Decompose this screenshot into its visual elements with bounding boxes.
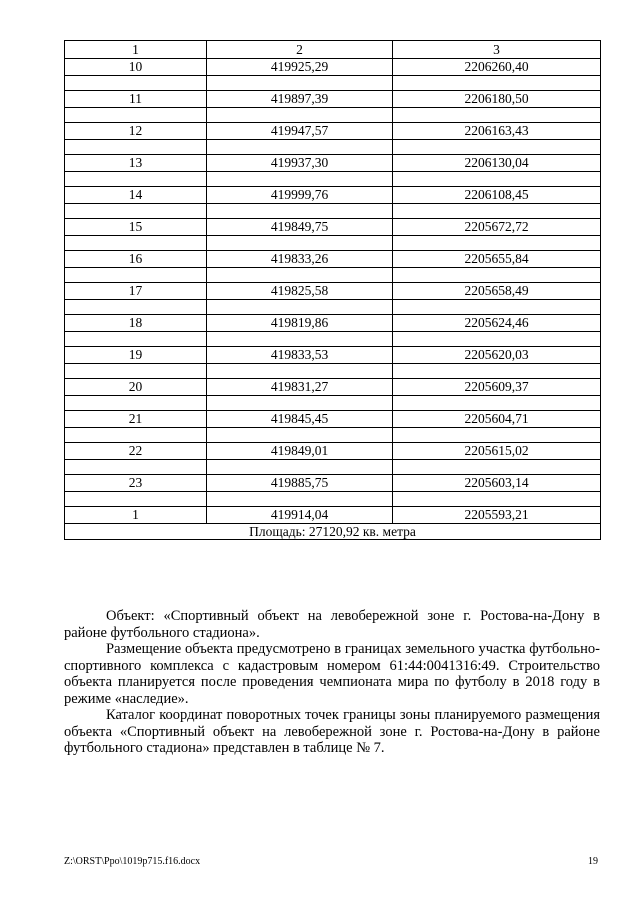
body-text	[64, 608, 600, 757]
point-number-cell: 14	[65, 187, 207, 204]
empty-cell	[65, 236, 207, 251]
y-coordinate-cell: 2205624,46	[393, 315, 601, 332]
spacer-row	[65, 332, 601, 347]
empty-cell	[65, 76, 207, 91]
x-coordinate-cell: 419831,27	[207, 379, 393, 396]
empty-cell	[393, 76, 601, 91]
spacer-row	[65, 460, 601, 475]
y-coordinate-cell: 2206180,50	[393, 91, 601, 108]
spacer-row	[65, 428, 601, 443]
empty-cell	[65, 332, 207, 347]
point-number-cell: 18	[65, 315, 207, 332]
spacer-row	[65, 108, 601, 123]
table-row	[65, 59, 601, 76]
empty-cell	[393, 364, 601, 379]
x-coordinate-cell: 419849,75	[207, 219, 393, 236]
empty-cell	[65, 172, 207, 187]
point-number-cell: 16	[65, 251, 207, 268]
table-row	[65, 507, 601, 524]
table-row	[65, 155, 601, 172]
spacer-row	[65, 300, 601, 315]
empty-cell	[207, 172, 393, 187]
empty-cell	[393, 492, 601, 507]
empty-cell	[207, 396, 393, 411]
empty-cell	[393, 204, 601, 219]
x-coordinate-cell: 419914,04	[207, 507, 393, 524]
paragraph: Каталог координат поворотных точек границы зоны планируемого размещения объекта «Спортивный объект на левобережной зоне г. Ростова-на-Дону в районе футбольного стадиона» представлен в таблице № 7.	[64, 707, 600, 756]
paragraph: Размещение объекта предусмотрено в границах земельного участка футбольно-спортивного комплекса с кадастровым номером 61:44:0041316:49. Строительство объекта планируется после проведения чемпионата мира по футболу в 2018 году в режиме «наследие».	[64, 641, 600, 707]
coordinates-table	[64, 40, 601, 540]
spacer-row	[65, 140, 601, 155]
table-row	[65, 187, 601, 204]
x-coordinate-cell: 419925,29	[207, 59, 393, 76]
empty-cell	[207, 300, 393, 315]
spacer-row	[65, 172, 601, 187]
empty-cell	[65, 428, 207, 443]
point-number-cell: 23	[65, 475, 207, 492]
empty-cell	[207, 204, 393, 219]
spacer-row	[65, 396, 601, 411]
empty-cell	[65, 140, 207, 155]
point-number-cell: 21	[65, 411, 207, 428]
empty-cell	[65, 108, 207, 123]
y-coordinate-cell: 2205655,84	[393, 251, 601, 268]
empty-cell	[393, 236, 601, 251]
empty-cell	[393, 396, 601, 411]
table-row	[65, 123, 601, 140]
empty-cell	[65, 300, 207, 315]
x-coordinate-cell: 419845,45	[207, 411, 393, 428]
x-coordinate-cell: 419897,39	[207, 91, 393, 108]
y-coordinate-cell: 2205615,02	[393, 443, 601, 460]
area-row	[65, 524, 601, 540]
x-coordinate-cell: 419937,30	[207, 155, 393, 172]
empty-cell	[207, 332, 393, 347]
x-coordinate-cell: 419833,53	[207, 347, 393, 364]
point-number-cell: 19	[65, 347, 207, 364]
empty-cell	[393, 332, 601, 347]
header-cell: 3	[393, 41, 601, 59]
point-number-cell: 17	[65, 283, 207, 300]
x-coordinate-cell: 419947,57	[207, 123, 393, 140]
table-row	[65, 475, 601, 492]
x-coordinate-cell: 419885,75	[207, 475, 393, 492]
y-coordinate-cell: 2206130,04	[393, 155, 601, 172]
spacer-row	[65, 204, 601, 219]
y-coordinate-cell: 2205672,72	[393, 219, 601, 236]
table-row	[65, 411, 601, 428]
empty-cell	[65, 460, 207, 475]
x-coordinate-cell: 419999,76	[207, 187, 393, 204]
table-row	[65, 315, 601, 332]
point-number-cell: 12	[65, 123, 207, 140]
empty-cell	[207, 428, 393, 443]
spacer-row	[65, 492, 601, 507]
table-row	[65, 283, 601, 300]
empty-cell	[393, 172, 601, 187]
empty-cell	[207, 76, 393, 91]
point-number-cell: 11	[65, 91, 207, 108]
x-coordinate-cell: 419825,58	[207, 283, 393, 300]
spacer-row	[65, 268, 601, 283]
y-coordinate-cell: 2205604,71	[393, 411, 601, 428]
empty-cell	[65, 396, 207, 411]
empty-cell	[393, 428, 601, 443]
footer-file-path: Z:\ORST\Ppo\1019p715.f16.docx	[64, 856, 201, 867]
table-row	[65, 347, 601, 364]
table-row	[65, 443, 601, 460]
header-cell: 1	[65, 41, 207, 59]
table-header-row	[65, 41, 601, 59]
y-coordinate-cell: 2206108,45	[393, 187, 601, 204]
header-cell: 2	[207, 41, 393, 59]
point-number-cell: 10	[65, 59, 207, 76]
y-coordinate-cell: 2205593,21	[393, 507, 601, 524]
point-number-cell: 13	[65, 155, 207, 172]
empty-cell	[65, 492, 207, 507]
paragraph: Объект: «Спортивный объект на левобережной зоне г. Ростова-на-Дону в районе футбольного стадиона».	[64, 608, 600, 641]
x-coordinate-cell: 419819,86	[207, 315, 393, 332]
y-coordinate-cell: 2205658,49	[393, 283, 601, 300]
page-number: 19	[588, 856, 598, 867]
empty-cell	[65, 364, 207, 379]
spacer-row	[65, 76, 601, 91]
y-coordinate-cell: 2206260,40	[393, 59, 601, 76]
empty-cell	[207, 460, 393, 475]
empty-cell	[207, 108, 393, 123]
spacer-row	[65, 364, 601, 379]
empty-cell	[207, 140, 393, 155]
empty-cell	[207, 268, 393, 283]
empty-cell	[207, 492, 393, 507]
table-row	[65, 91, 601, 108]
empty-cell	[393, 140, 601, 155]
empty-cell	[393, 300, 601, 315]
area-cell: Площадь: 27120,92 кв. метра	[65, 524, 601, 540]
point-number-cell: 20	[65, 379, 207, 396]
y-coordinate-cell: 2206163,43	[393, 123, 601, 140]
table-row	[65, 251, 601, 268]
empty-cell	[393, 268, 601, 283]
empty-cell	[207, 236, 393, 251]
empty-cell	[207, 364, 393, 379]
x-coordinate-cell: 419849,01	[207, 443, 393, 460]
empty-cell	[65, 268, 207, 283]
spacer-row	[65, 236, 601, 251]
empty-cell	[393, 108, 601, 123]
y-coordinate-cell: 2205603,14	[393, 475, 601, 492]
empty-cell	[65, 204, 207, 219]
y-coordinate-cell: 2205620,03	[393, 347, 601, 364]
empty-cell	[393, 460, 601, 475]
table-row	[65, 379, 601, 396]
y-coordinate-cell: 2205609,37	[393, 379, 601, 396]
x-coordinate-cell: 419833,26	[207, 251, 393, 268]
point-number-cell: 15	[65, 219, 207, 236]
table-row	[65, 219, 601, 236]
point-number-cell: 1	[65, 507, 207, 524]
point-number-cell: 22	[65, 443, 207, 460]
